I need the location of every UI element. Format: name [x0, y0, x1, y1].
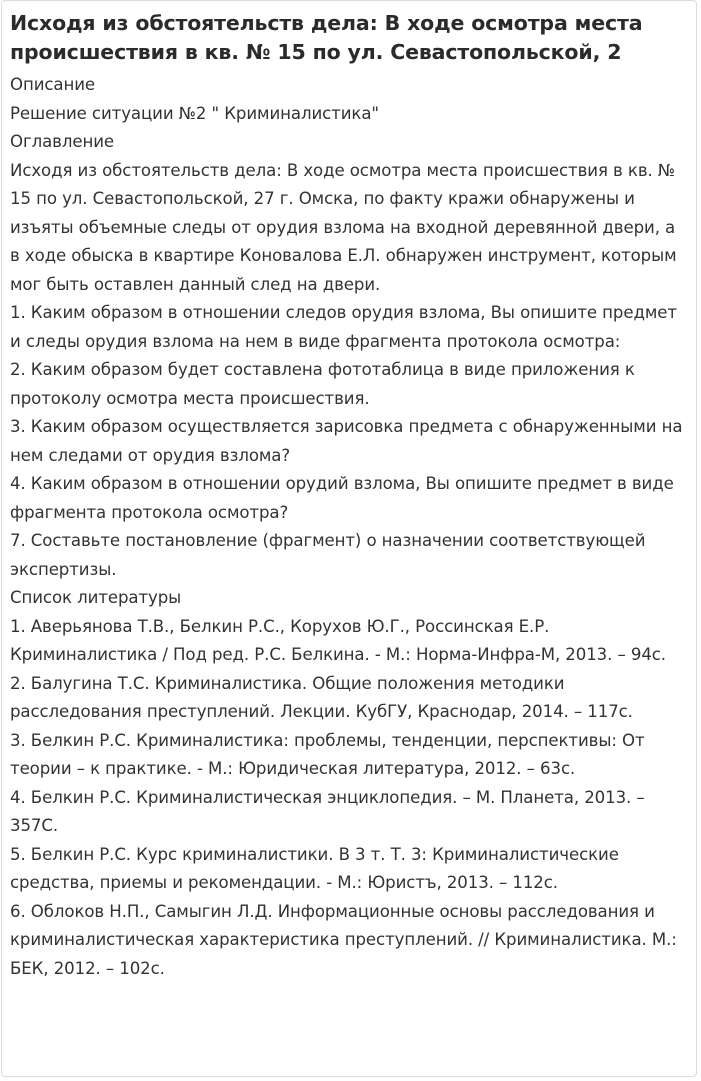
contents-label: Оглавление [10, 132, 114, 151]
case-text: Исходя из обстоятельств дела: В ходе осмотра места происшествия в кв. № 15 по ул. Севастопольской, 27 г. Омска, по факту кражи обнаружены и изъяты объемные следы от орудия взлома на входной деревянной двери, а в ходе обыска в квартире Коновалова Е.Л. обнаружен инструмент, которым мог быть оставлен данный след на двери. [10, 160, 677, 294]
page-title: Исходя из обстоятельств дела: В ходе осмотра места происшествия в кв. № 15 по ул. Севастопольской, 2 [10, 11, 643, 64]
question-item: 3. Каким образом осуществляется зарисовка предмета с обнаруженными на нем следами от орудия взлома? [10, 417, 683, 465]
reference-item: 1. Аверьянова Т.В., Белкин Р.С., Корухов Ю.Г., Россинская Е.Р. Криминалистика / Под ред. Р.С. Белкина. - М.: Норма-Инфра-М, 2013. – 94с. [10, 616, 666, 664]
references-label: Список литературы [10, 588, 182, 607]
question-item: 7. Составьте постановление (фрагмент) о назначении соответствующей экспертизы. [10, 531, 646, 579]
reference-item: 4. Белкин Р.С. Криминалистическая энциклопедия. – М. Планета, 2013. – 357С. [10, 787, 645, 835]
solution-label: Решение ситуации №2 " Криминалистика" [10, 103, 379, 123]
question-item: 2. Каким образом будет составлена фототаблица в виде приложения к протоколу осмотра места происшествия. [10, 360, 635, 408]
reference-item: 2. Балугина Т.С. Криминалистика. Общие положения методики расследования преступлений. Лекции. КубГУ, Краснодар, 2014. – 117с. [10, 673, 633, 721]
question-item: 1. Каким образом в отношении следов орудия взлома, Вы опишите предмет и следы орудия взлома на нем в виде фрагмента протокола осмотра: [10, 303, 677, 351]
description-label: Описание [10, 75, 96, 94]
document-card [1, 0, 697, 1077]
reference-item: 3. Белкин Р.С. Криминалистика: проблемы, тенденции, перспективы: От теории – к практике. - М.: Юридическая литература, 2012. – 63с. [10, 730, 645, 778]
reference-item: 5. Белкин Р.С. Курс криминалистики. В 3 т. Т. 3: Криминалистические средства, приемы и рекомендации. - М.: Юристъ, 2013. – 112с. [10, 844, 619, 892]
reference-item: 6. Облоков Н.П., Самыгин Л.Д. Информационные основы расследования и криминалистическая характеристика преступлений. // Криминалистика. М.: БЕК, 2012. – 102с. [10, 901, 677, 978]
question-item: 4. Каким образом в отношении орудий взлома, Вы опишите предмет в виде фрагмента протокола осмотра? [10, 474, 674, 522]
